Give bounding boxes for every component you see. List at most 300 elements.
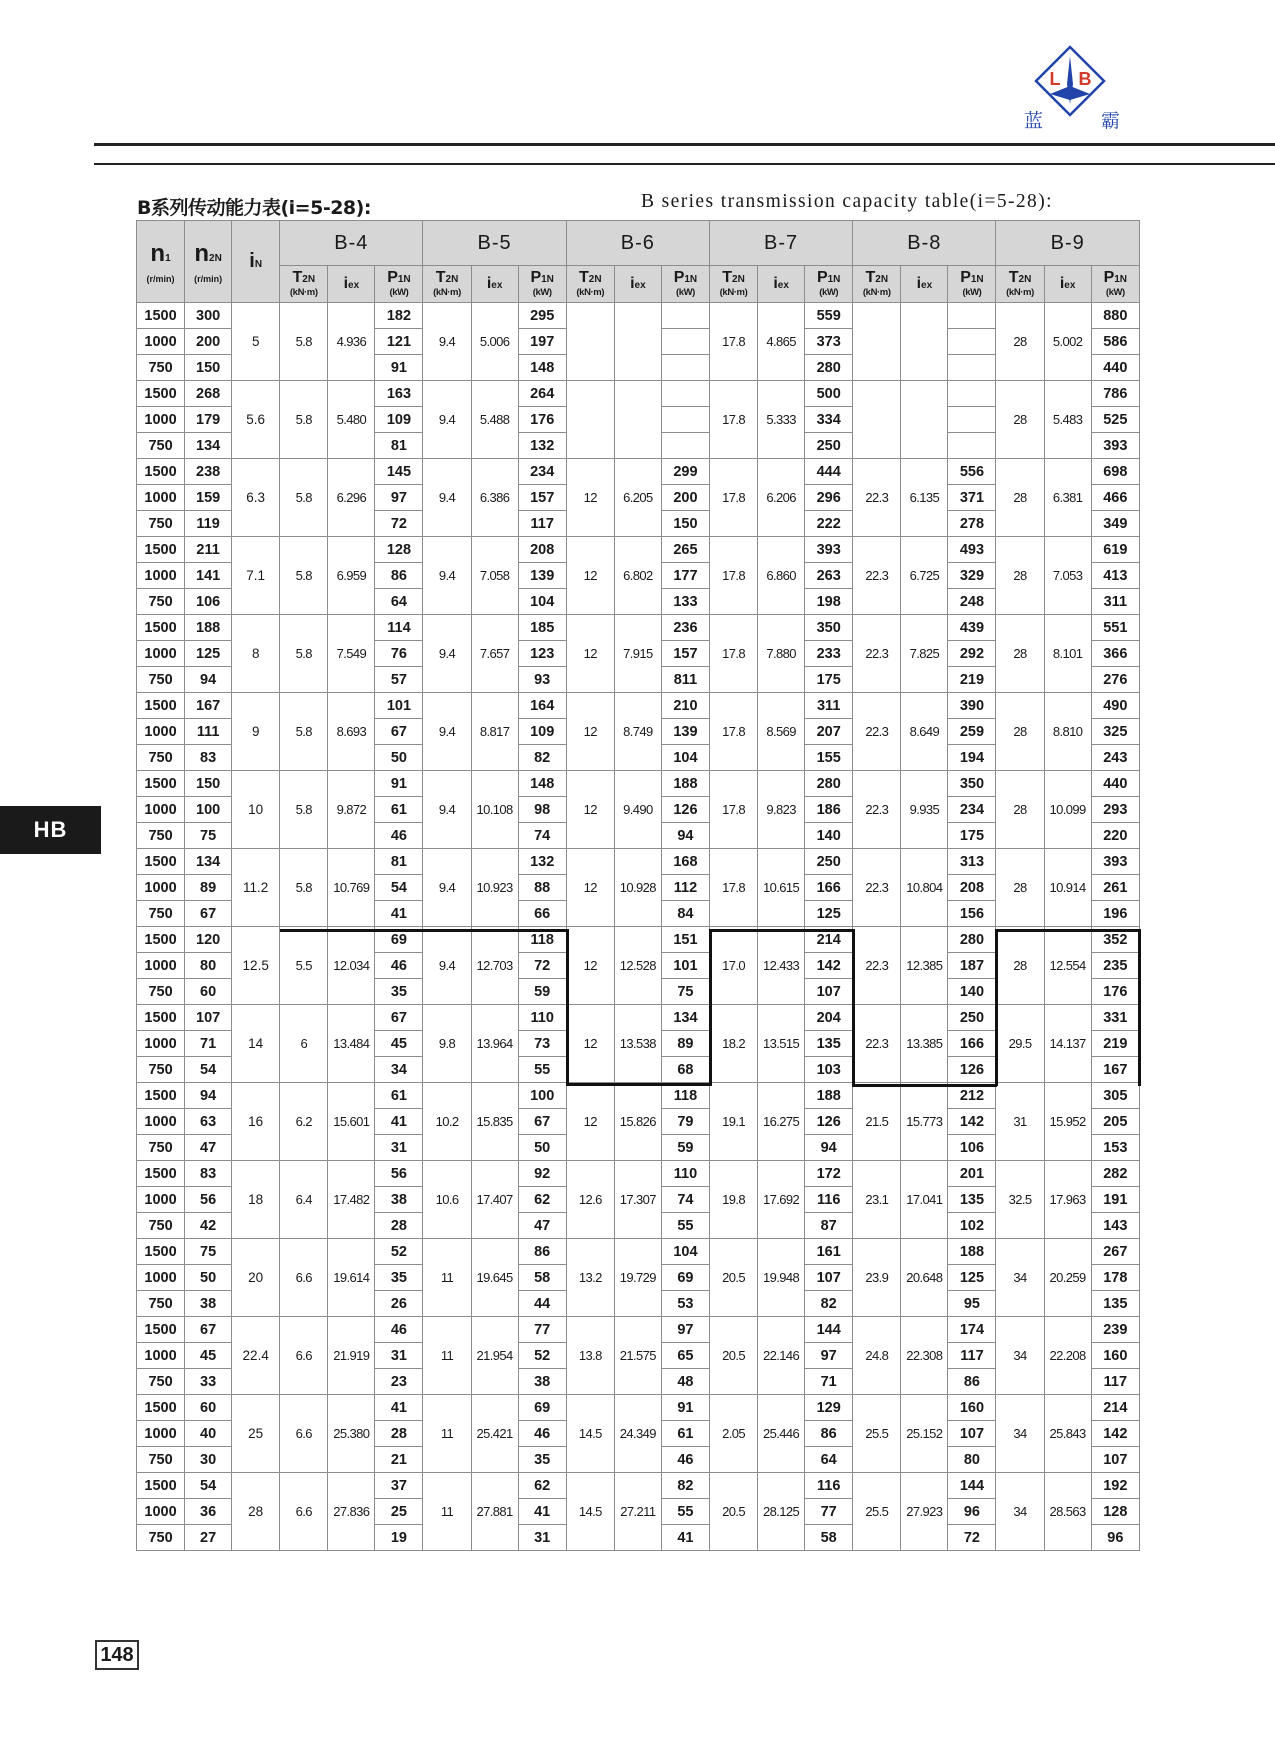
cell-n2n: 33 [185,1369,232,1395]
cell-p1n: 219 [1091,1031,1139,1057]
cell-p1n: 116 [805,1187,853,1213]
cell-n1: 1000 [137,641,185,667]
cell-iex [614,303,661,381]
cell-n2n: 50 [185,1265,232,1291]
cell-t2n: 24.8 [853,1317,901,1395]
cell-p1n: 698 [1091,459,1139,485]
cell-p1n: 38 [375,1187,423,1213]
cell-p1n: 177 [661,563,709,589]
cell-p1n: 64 [805,1447,853,1473]
cell-p1n: 160 [1091,1343,1139,1369]
cell-iex: 24.349 [614,1395,661,1473]
cell-t2n: 23.9 [853,1239,901,1317]
cell-p1n: 313 [948,849,996,875]
cell-n1: 750 [137,1447,185,1473]
cell-n2n: 60 [185,979,232,1005]
cell-p1n: 142 [805,953,853,979]
cell-t2n: 23.1 [853,1161,901,1239]
cell-p1n: 551 [1091,615,1139,641]
cell-p1n: 58 [518,1265,566,1291]
cell-p1n: 102 [948,1213,996,1239]
cell-p1n: 280 [948,927,996,953]
cell-t2n: 17.8 [709,693,757,771]
cell-p1n: 135 [805,1031,853,1057]
cell-iex: 8.101 [1044,615,1091,693]
table-row [137,1005,1140,1031]
cell-p1n: 104 [518,589,566,615]
cell-iex: 6.205 [614,459,661,537]
cell-iex: 4.936 [328,303,375,381]
cell-n2n: 60 [185,1395,232,1421]
cell-p1n: 559 [805,303,853,329]
cell-p1n: 250 [805,433,853,459]
cell-iex: 12.554 [1044,927,1091,1005]
cell-p1n: 88 [518,875,566,901]
cell-t2n: 21.5 [853,1083,901,1161]
cell-n2n: 40 [185,1421,232,1447]
cell-t2n: 9.4 [423,849,471,927]
table-row [137,927,1140,953]
cell-n2n: 30 [185,1447,232,1473]
header-in: iN [232,221,280,303]
cell-p1n: 41 [661,1525,709,1551]
cell-p1n: 46 [518,1421,566,1447]
cell-in: 10 [232,771,280,849]
cell-p1n: 525 [1091,407,1139,433]
cell-p1n: 135 [1091,1291,1139,1317]
cell-p1n: 59 [518,979,566,1005]
cell-in: 14 [232,1005,280,1083]
cell-n1: 1000 [137,1343,185,1369]
cell-n2n: 83 [185,1161,232,1187]
cell-p1n: 93 [518,667,566,693]
cell-p1n: 243 [1091,745,1139,771]
cell-t2n: 17.8 [709,615,757,693]
cell-iex: 19.729 [614,1239,661,1317]
cell-t2n: 28 [996,381,1044,459]
cell-n1: 750 [137,823,185,849]
cell-t2n: 14.5 [566,1473,614,1551]
header-t2n: T2N (kN·m) [280,266,328,303]
cell-iex [614,381,661,459]
cell-n2n: 56 [185,1187,232,1213]
header-t2n: T2N (kN·m) [423,266,471,303]
cell-in: 8 [232,615,280,693]
table-row [137,1317,1140,1343]
cell-p1n: 117 [948,1343,996,1369]
cell-p1n: 133 [661,589,709,615]
header-t2n: T2N (kN·m) [709,266,757,303]
cell-iex: 8.810 [1044,693,1091,771]
series-header-b7: B-7 [709,221,852,266]
cell-p1n: 366 [1091,641,1139,667]
cell-p1n: 52 [518,1343,566,1369]
cell-n2n: 38 [185,1291,232,1317]
cell-n2n: 150 [185,355,232,381]
cell-n2n: 83 [185,745,232,771]
cell-n1: 1500 [137,537,185,563]
cell-t2n: 9.4 [423,771,471,849]
cell-p1n: 69 [518,1395,566,1421]
cell-p1n: 56 [375,1161,423,1187]
cell-iex: 16.275 [758,1083,805,1161]
cell-t2n: 22.3 [853,849,901,927]
cell-p1n: 94 [805,1135,853,1161]
cell-t2n: 12 [566,615,614,693]
cell-p1n: 786 [1091,381,1139,407]
cell-p1n [948,433,996,459]
cell-n1: 750 [137,667,185,693]
cell-iex: 20.259 [1044,1239,1091,1317]
cell-t2n: 6.6 [280,1473,328,1551]
cell-n2n: 75 [185,1239,232,1265]
cell-p1n: 185 [518,615,566,641]
cell-p1n: 334 [805,407,853,433]
cell-p1n: 45 [375,1031,423,1057]
cell-p1n: 282 [1091,1161,1139,1187]
cell-iex: 15.601 [328,1083,375,1161]
cell-p1n: 393 [1091,849,1139,875]
cell-p1n: 104 [661,745,709,771]
header-iex: iex [328,266,375,303]
cell-p1n: 390 [948,693,996,719]
cell-t2n: 9.8 [423,1005,471,1083]
cell-n2n: 188 [185,615,232,641]
cell-p1n: 118 [661,1083,709,1109]
cell-p1n: 163 [375,381,423,407]
cell-n2n: 71 [185,1031,232,1057]
cell-in: 7.1 [232,537,280,615]
cell-iex: 19.948 [758,1239,805,1317]
cell-t2n: 34 [996,1239,1044,1317]
table-row [137,459,1140,485]
cell-p1n [661,381,709,407]
cell-n1: 750 [137,589,185,615]
cell-iex: 17.407 [471,1161,518,1239]
cell-p1n: 31 [375,1343,423,1369]
cell-p1n: 82 [805,1291,853,1317]
cell-iex: 6.802 [614,537,661,615]
cell-n2n: 300 [185,303,232,329]
cell-p1n: 55 [661,1499,709,1525]
cell-p1n: 175 [948,823,996,849]
cell-p1n: 66 [518,901,566,927]
cell-p1n: 250 [805,849,853,875]
cell-iex: 6.959 [328,537,375,615]
cell-p1n: 57 [375,667,423,693]
cell-t2n [853,381,901,459]
cell-iex: 10.928 [614,849,661,927]
header-p1n: P1N (kW) [1091,266,1139,303]
cell-p1n: 145 [375,459,423,485]
cell-p1n: 176 [518,407,566,433]
cell-t2n: 28 [996,537,1044,615]
cell-in: 25 [232,1395,280,1473]
cell-n2n: 27 [185,1525,232,1551]
cell-p1n: 233 [805,641,853,667]
table-row [137,1161,1140,1187]
cell-p1n: 188 [661,771,709,797]
cell-p1n: 466 [1091,485,1139,511]
cell-p1n: 212 [948,1083,996,1109]
cell-p1n: 280 [805,355,853,381]
cell-iex: 6.135 [901,459,948,537]
cell-p1n [948,329,996,355]
cell-t2n: 34 [996,1317,1044,1395]
cell-iex: 7.549 [328,615,375,693]
cell-n1: 1500 [137,771,185,797]
svg-text:L: L [1049,69,1061,89]
cell-p1n: 109 [518,719,566,745]
cell-t2n: 5.8 [280,771,328,849]
cell-p1n: 67 [375,1005,423,1031]
cell-n1: 1500 [137,849,185,875]
cell-p1n: 134 [661,1005,709,1031]
cell-p1n: 125 [948,1265,996,1291]
cell-in: 9 [232,693,280,771]
cell-p1n [948,381,996,407]
cell-p1n: 89 [661,1031,709,1057]
cell-iex: 15.773 [901,1083,948,1161]
cell-t2n: 18.2 [709,1005,757,1083]
cell-n2n: 107 [185,1005,232,1031]
cell-t2n: 28 [996,771,1044,849]
cell-p1n: 121 [375,329,423,355]
cell-t2n: 29.5 [996,1005,1044,1083]
cell-t2n: 14.5 [566,1395,614,1473]
cell-p1n: 91 [375,771,423,797]
cell-p1n: 157 [661,641,709,667]
cell-p1n: 299 [661,459,709,485]
cell-p1n: 46 [375,953,423,979]
cell-iex: 6.860 [758,537,805,615]
cell-iex: 15.835 [471,1083,518,1161]
cell-t2n: 6 [280,1005,328,1083]
cell-p1n: 68 [661,1057,709,1083]
cell-p1n: 305 [1091,1083,1139,1109]
cell-p1n: 250 [948,1005,996,1031]
cell-in: 5.6 [232,381,280,459]
cell-p1n: 220 [1091,823,1139,849]
cell-t2n: 2.05 [709,1395,757,1473]
cell-iex: 28.125 [758,1473,805,1551]
cell-n1: 750 [137,1369,185,1395]
cell-p1n: 72 [375,511,423,537]
cell-p1n: 96 [948,1499,996,1525]
cell-p1n: 86 [375,563,423,589]
cell-n1: 1000 [137,485,185,511]
header-p1n: P1N (kW) [661,266,709,303]
cell-t2n: 13.8 [566,1317,614,1395]
cell-p1n: 201 [948,1161,996,1187]
cell-t2n: 12 [566,771,614,849]
cell-iex: 7.825 [901,615,948,693]
cell-t2n: 9.4 [423,459,471,537]
table-row [137,381,1140,407]
cell-t2n: 28 [996,303,1044,381]
cell-n1: 1000 [137,1265,185,1291]
header-t2n: T2N (kN·m) [853,266,901,303]
cell-n1: 750 [137,1057,185,1083]
cell-n2n: 134 [185,433,232,459]
cell-p1n: 261 [1091,875,1139,901]
cell-p1n: 207 [805,719,853,745]
cell-p1n: 114 [375,615,423,641]
cell-p1n: 53 [661,1291,709,1317]
cell-p1n [661,303,709,329]
cell-p1n: 263 [805,563,853,589]
cell-n1: 750 [137,355,185,381]
cell-p1n: 35 [375,979,423,1005]
cell-p1n: 182 [375,303,423,329]
cell-n1: 1500 [137,615,185,641]
cell-p1n: 148 [518,771,566,797]
cell-t2n: 31 [996,1083,1044,1161]
cell-p1n: 192 [1091,1473,1139,1499]
cell-p1n: 44 [518,1291,566,1317]
cell-n1: 750 [137,1525,185,1551]
cell-p1n: 62 [518,1187,566,1213]
cell-p1n: 280 [805,771,853,797]
cell-p1n: 140 [948,979,996,1005]
cell-p1n: 82 [661,1473,709,1499]
cell-p1n: 41 [375,901,423,927]
cell-iex: 8.569 [758,693,805,771]
cell-iex: 12.385 [901,927,948,1005]
cell-iex: 6.206 [758,459,805,537]
cell-n1: 1000 [137,563,185,589]
cell-p1n: 156 [948,901,996,927]
cell-n1: 750 [137,1135,185,1161]
header-iex: iex [1044,266,1091,303]
cell-iex: 7.915 [614,615,661,693]
table-row [137,1083,1140,1109]
cell-p1n: 74 [518,823,566,849]
cell-t2n: 12.6 [566,1161,614,1239]
cell-iex: 28.563 [1044,1473,1091,1551]
cell-p1n: 235 [1091,953,1139,979]
cell-p1n: 41 [375,1395,423,1421]
cell-n2n: 89 [185,875,232,901]
cell-t2n [853,303,901,381]
cell-p1n: 91 [375,355,423,381]
cell-p1n: 140 [805,823,853,849]
cell-iex: 8.649 [901,693,948,771]
cell-p1n: 67 [375,719,423,745]
cell-iex: 9.490 [614,771,661,849]
cell-iex: 25.152 [901,1395,948,1473]
cell-p1n: 52 [375,1239,423,1265]
cell-p1n: 35 [518,1447,566,1473]
header-n1: n1 (r/min) [137,221,185,303]
cell-in: 22.4 [232,1317,280,1395]
cell-p1n: 106 [948,1135,996,1161]
cell-iex: 15.826 [614,1083,661,1161]
cell-p1n: 94 [661,823,709,849]
cell-t2n: 17.0 [709,927,757,1005]
cell-in: 16 [232,1083,280,1161]
header-rule-top [94,143,1275,146]
cell-iex: 5.488 [471,381,518,459]
cell-p1n: 117 [1091,1369,1139,1395]
cell-t2n: 11 [423,1395,471,1473]
cell-p1n: 329 [948,563,996,589]
cell-iex: 17.963 [1044,1161,1091,1239]
cell-t2n [566,303,614,381]
cell-p1n: 125 [805,901,853,927]
cell-iex: 21.954 [471,1317,518,1395]
cell-t2n: 32.5 [996,1161,1044,1239]
section-tab: HB [0,806,101,854]
cell-p1n: 208 [948,875,996,901]
cell-t2n: 12 [566,1005,614,1083]
cell-p1n: 98 [518,797,566,823]
cell-n2n: 36 [185,1499,232,1525]
cell-n2n: 211 [185,537,232,563]
cell-iex: 9.935 [901,771,948,849]
cell-t2n: 6.6 [280,1395,328,1473]
header-p1n: P1N (kW) [805,266,853,303]
cell-p1n: 107 [1091,1447,1139,1473]
table-row [137,1395,1140,1421]
cell-n1: 750 [137,433,185,459]
cell-in: 18 [232,1161,280,1239]
cell-p1n: 222 [805,511,853,537]
cell-p1n: 50 [375,745,423,771]
cell-p1n: 142 [1091,1421,1139,1447]
cell-iex: 27.836 [328,1473,375,1551]
cell-t2n: 9.4 [423,537,471,615]
cell-n2n: 94 [185,1083,232,1109]
cell-t2n: 34 [996,1473,1044,1551]
cell-t2n [566,381,614,459]
cell-in: 20 [232,1239,280,1317]
cell-p1n: 349 [1091,511,1139,537]
cell-p1n: 439 [948,615,996,641]
table-row [137,693,1140,719]
cell-n1: 1500 [137,381,185,407]
cell-iex: 19.645 [471,1239,518,1317]
cell-p1n: 444 [805,459,853,485]
header-rule-bottom [94,163,1275,165]
cell-iex: 6.296 [328,459,375,537]
table-row [137,615,1140,641]
cell-p1n: 210 [661,693,709,719]
series-header-b5: B-5 [423,221,566,266]
cell-p1n: 128 [375,537,423,563]
cell-p1n: 196 [1091,901,1139,927]
cell-p1n: 178 [1091,1265,1139,1291]
cell-p1n: 110 [661,1161,709,1187]
cell-p1n: 118 [518,927,566,953]
cell-iex: 7.053 [1044,537,1091,615]
cell-n1: 1500 [137,1005,185,1031]
cell-p1n: 91 [661,1395,709,1421]
cell-p1n: 72 [518,953,566,979]
cell-p1n: 72 [948,1525,996,1551]
cell-iex: 10.099 [1044,771,1091,849]
cell-n2n: 141 [185,563,232,589]
cell-t2n: 5.8 [280,303,328,381]
cell-p1n: 191 [1091,1187,1139,1213]
cell-t2n: 25.5 [853,1395,901,1473]
cell-iex: 10.914 [1044,849,1091,927]
cell-t2n: 28 [996,849,1044,927]
cell-p1n: 331 [1091,1005,1139,1031]
header-iex: iex [758,266,805,303]
cell-iex: 17.692 [758,1161,805,1239]
cell-n2n: 42 [185,1213,232,1239]
